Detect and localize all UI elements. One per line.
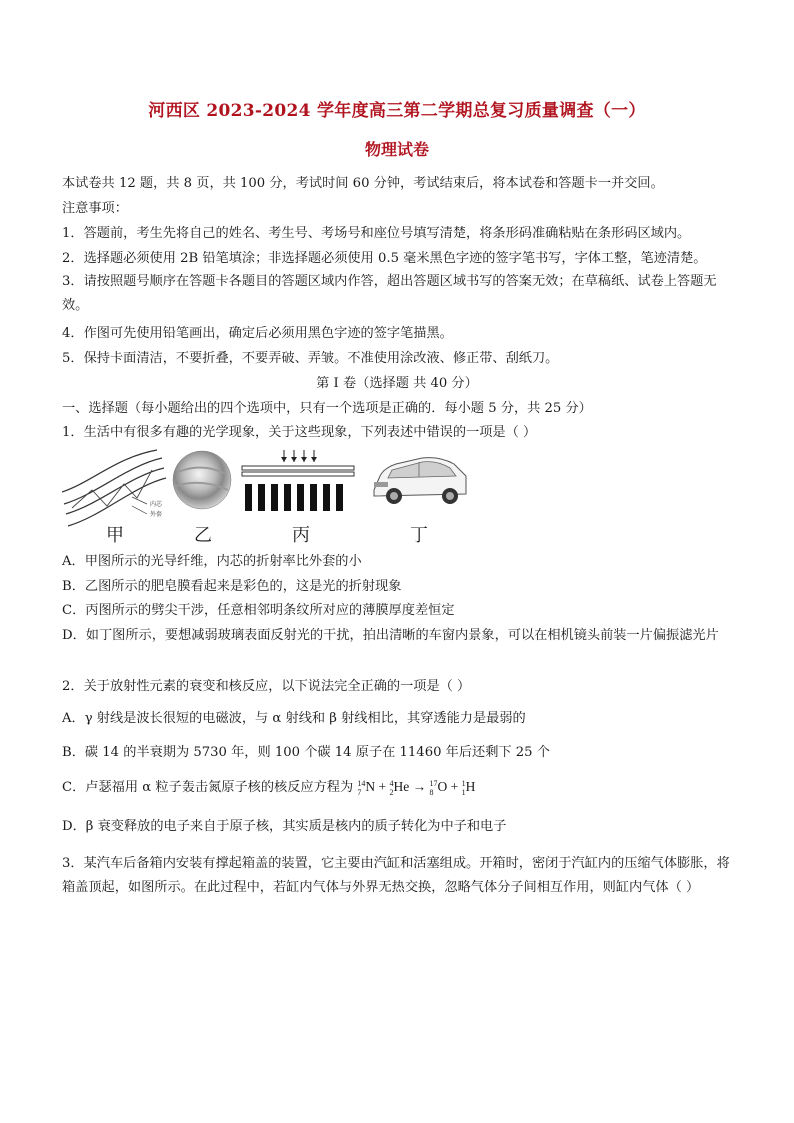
plus-sign: + <box>378 779 387 794</box>
h-atomic-number: 1 <box>461 787 466 797</box>
q2-option-c <box>62 778 737 797</box>
section-title: 第 I 卷（选择题 共 40 分） <box>316 376 478 391</box>
notice-item: 2．选择题必须使用 2B 铅笔填涂；非选择题必须使用 0.5 毫米黑色字迹的签字笔书写，字体工整，笔迹清楚。 <box>62 251 707 266</box>
fiber-figure <box>62 450 166 526</box>
car-figure <box>374 458 466 504</box>
wedge-interference-figure <box>242 450 354 511</box>
fiber-cladding-label: 外套 <box>150 511 163 518</box>
o-mass: 17 <box>429 778 438 788</box>
exam-title: 河西区 2023-2024 学年度高三第二学期总复习质量调查（一） <box>148 101 646 121</box>
figure-label-yi: 乙 <box>194 525 212 546</box>
figure-label-bing: 丙 <box>292 525 310 546</box>
plus-sign: + <box>450 779 459 794</box>
h-symbol: H <box>465 779 476 794</box>
question-3-stem: 3．某汽车后备箱内安装有撑起箱盖的装置，它主要由汽缸和活塞组成。开箱时，密闭于汽缸内的压缩气体膨胀，将箱盖顶起，如图所示。在此过程中，若缸内气体与外界无热交换，忽略气体分子间相互作用，则缸内气体（ ） <box>62 856 730 895</box>
figure-label-jia: 甲 <box>106 525 124 546</box>
notice-item: 5．保持卡面清洁，不要折叠，不要弄破、弄皱。不准使用涂改液、修正带、刮纸刀。 <box>62 351 559 366</box>
o-symbol: O <box>437 779 448 794</box>
q2-option-d: D．β 衰变释放的电子来自于原子核，其实质是核内的质子转化为中子和电子 <box>62 819 507 834</box>
exam-subtitle: 物理试卷 <box>364 140 429 159</box>
he-symbol: He <box>393 779 410 794</box>
q1-option-b: B．乙图所示的肥皂膜看起来是彩色的，这是光的折射现象 <box>62 579 402 594</box>
notice-item: 3．请按照题号顺序在答题卡各题目的答题区域内作答，超出答题区域书写的答案无效；在草稿纸、试卷上答题无效。 <box>62 274 717 313</box>
nuclear-reaction-formula <box>357 778 476 797</box>
intro-text: 本试卷共 12 题，共 8 页，共 100 分，考试时间 60 分钟，考试结束后，将本试卷和答题卡一并交回。 <box>62 176 664 191</box>
question-2-stem: 2．关于放射性元素的衰变和核反应，以下说法完全正确的一项是（ ） <box>62 679 471 694</box>
q1-option-a: A．甲图所示的光导纤维，内芯的折射率比外套的小 <box>62 554 362 569</box>
q2-option-c-text: C．卢瑟福用 α 粒子轰击氮原子核的核反应方程为 <box>62 780 354 795</box>
fiber-core-label: 内芯 <box>150 501 163 508</box>
reaction-arrow: → <box>412 779 427 794</box>
q2-option-a: A．γ 射线是波长很短的电磁波，与 α 射线和 β 射线相比，其穿透能力是最弱的 <box>62 711 526 726</box>
n-atomic-number: 7 <box>357 787 362 797</box>
notice-heading: 注意事项： <box>62 201 128 216</box>
q1-option-c: C．丙图所示的劈尖干涉，任意相邻明条纹所对应的薄膜厚度差恒定 <box>62 603 455 618</box>
q2-option-b: B．碳 14 的半衰期为 5730 年，则 100 个碳 14 原子在 11460 年后还剩下 25 个 <box>62 745 550 760</box>
he-atomic-number: 2 <box>389 787 394 797</box>
o-atomic-number: 8 <box>429 787 434 797</box>
q1-option-d: D．如丁图所示，要想减弱玻璃表面反射光的干扰，拍出清晰的车窗内景象，可以在相机镜头前装一片偏振滤光片 <box>62 628 719 643</box>
notice-item: 1．答题前，考生先将自己的姓名、考生号、考场号和座位号填写清楚，将条形码准确粘贴在条形码区域内。 <box>62 226 691 241</box>
n-symbol: N <box>365 779 376 794</box>
question-1-stem: 1．生活中有很多有趣的光学现象，关于这些现象，下列表述中错误的一项是（ ） <box>62 425 537 440</box>
h-mass: 1 <box>461 778 466 788</box>
section-instruction: 一、选择题（每小题给出的四个选项中，只有一个选项是正确的．每小题 5 分，共 25 分） <box>62 401 592 416</box>
he-mass: 4 <box>389 778 394 788</box>
soap-film-figure <box>173 451 231 509</box>
n-mass: 14 <box>357 778 366 788</box>
notice-item: 4．作图可先使用铅笔画出，确定后必须用黑色字迹的签字笔描黑。 <box>62 326 453 341</box>
figure-label-ding: 丁 <box>410 525 428 546</box>
